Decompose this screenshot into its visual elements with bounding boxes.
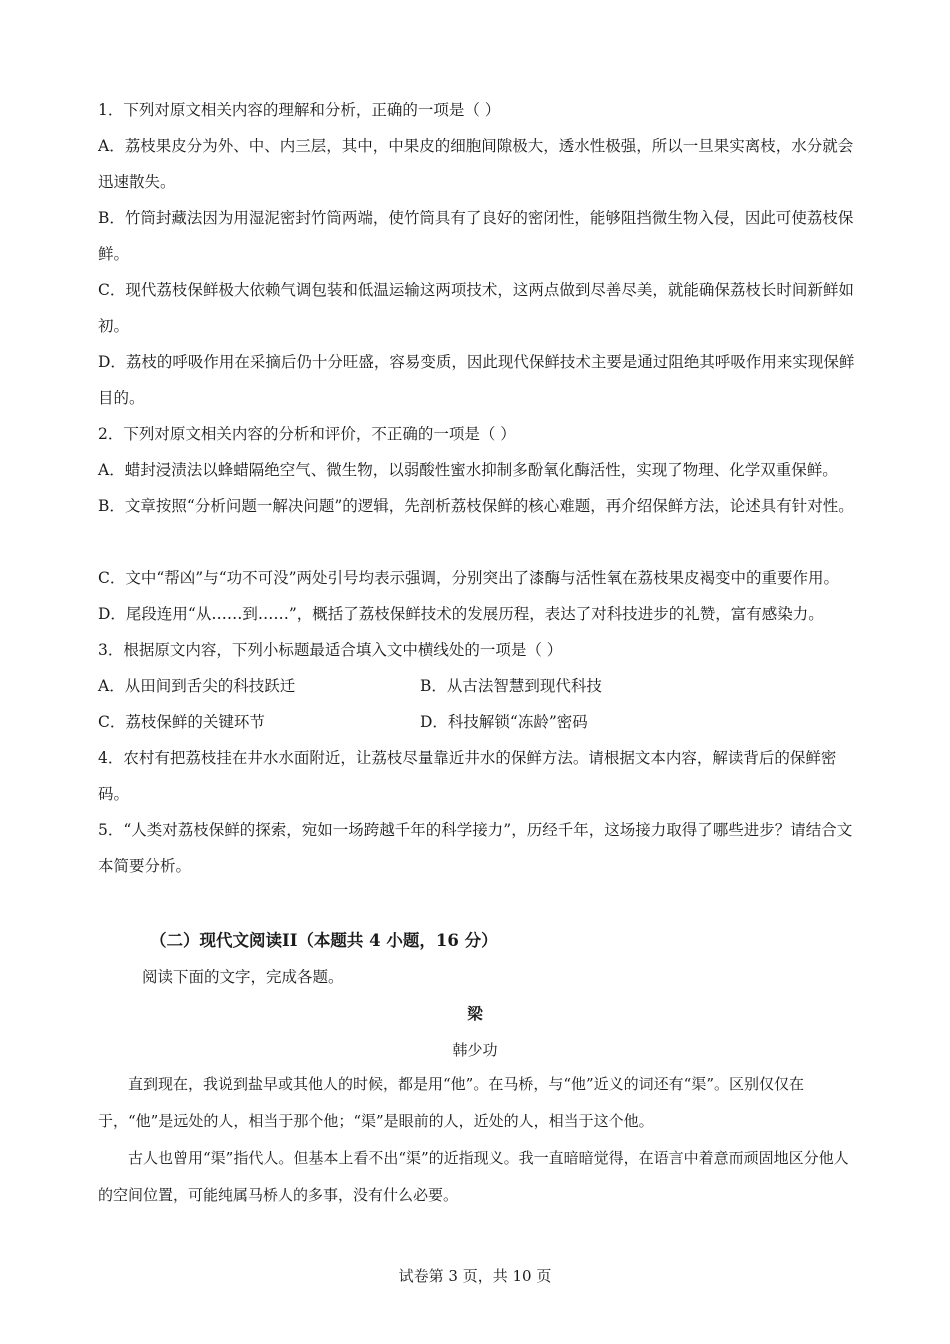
question-2-option-c: C．文中“帮凶”与“功不可没”两处引号均表示强调，分别突出了漆酶与活性氧在荔枝果皮褐变中的重要作用。 <box>98 569 840 587</box>
question-3-option-b: B．从古法智慧到现代科技 <box>420 677 602 695</box>
question-3-option-c: C．荔枝保鲜的关键环节 <box>98 713 265 731</box>
question-3-stem: 3．根据原文内容，下列小标题最适合填入文中横线处的一项是（ ） <box>98 641 563 659</box>
question-4: 4．农村有把荔枝挂在井水水面附近，让荔枝尽量靠近井水的保鲜方法。请根据文本内容，解读背后的保鲜密码。 <box>98 749 837 803</box>
question-3-option-d: D．科技解锁“冻龄”密码 <box>420 713 588 731</box>
question-1-option-b: B．竹筒封藏法因为用湿泥密封竹筒两端，使竹筒具有了良好的密闭性，能够阻挡微生物入侵，因此可使荔枝保鲜。 <box>98 209 854 263</box>
question-2-option-d: D．尾段连用“从……到……”，概括了荔枝保鲜技术的发展历程，表达了对科技进步的礼赞，富有感染力。 <box>98 605 824 623</box>
section-title: （二）现代文阅读II（本题共 4 小题，16 分） <box>150 931 498 950</box>
question-1-stem: 1．下列对原文相关内容的理解和分析，正确的一项是（ ） <box>98 101 501 119</box>
question-3-option-a: A．从田间到舌尖的科技跃迁 <box>98 677 296 695</box>
question-1-option-d: D．荔枝的呼吸作用在采摘后仍十分旺盛，容易变质，因此现代保鲜技术主要是通过阻绝其呼吸作用来实现保鲜目的。 <box>98 353 855 407</box>
question-2-option-b: B．文章按照“分析问题一解决问题”的逻辑，先剖析荔枝保鲜的核心难题，再介绍保鲜方法，论述具有针对性。 <box>98 497 854 515</box>
article-paragraph-2: 古人也曾用“渠”指代人。但基本上看不出“渠”的近指现义。我一直暗暗觉得，在语言中着意而顽固地区分他人的空间位置，可能纯属马桥人的多事，没有什么必要。 <box>98 1149 849 1204</box>
article-author: 韩少功 <box>452 1041 498 1059</box>
question-2-stem: 2．下列对原文相关内容的分析和评价，不正确的一项是（ ） <box>98 425 516 443</box>
article-title: 梁 <box>467 1004 483 1023</box>
question-5: 5．“人类对荔枝保鲜的探索，宛如一场跨越千年的科学接力”，历经千年，这场接力取得了哪些进步？请结合文本简要分析。 <box>98 821 853 875</box>
question-1-option-c: C．现代荔枝保鲜极大依赖气调包装和低温运输这两项技术，这两点做到尽善尽美，就能确保荔枝长时间新鲜如初。 <box>98 281 854 335</box>
question-2-option-a: A．蜡封浸渍法以蜂蜡隔绝空气、微生物，以弱酸性蜜水抑制多酚氧化酶活性，实现了物理、化学双重保鲜。 <box>98 461 838 479</box>
section-instruction: 阅读下面的文字，完成各题。 <box>142 968 344 986</box>
article-paragraph-1: 直到现在，我说到盐早或其他人的时候，都是用“他”。在马桥，与“他”近义的词还有“渠”。区别仅仅在于，“他”是远处的人，相当于那个他；“渠”是眼前的人，近处的人，相当于这个他。 <box>98 1075 805 1130</box>
question-1-option-a: A．荔枝果皮分为外、中、内三层，其中，中果皮的细胞间隙极大，透水性极强，所以一旦果实离枝，水分就会迅速散失。 <box>98 137 854 191</box>
page-footer: 试卷第 3 页，共 10 页 <box>398 1267 552 1285</box>
